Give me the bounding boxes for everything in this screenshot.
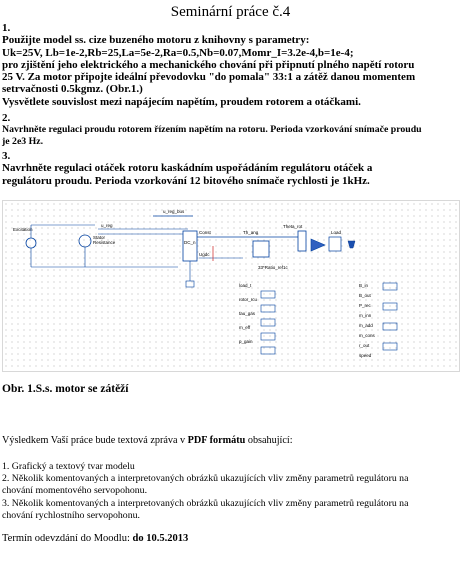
label-dc-motor: DC_n: [184, 240, 196, 245]
task-3-number: 3.: [2, 150, 11, 162]
list-item-continuation: chování rychlostního servopohonu.: [2, 509, 140, 521]
deadline-date: do 10.5.2013: [132, 533, 189, 544]
measure-block: [261, 347, 275, 354]
sensor-block: [253, 241, 269, 257]
measure-block: [261, 333, 275, 340]
task-2-line: je 2e3 Hz.: [2, 135, 44, 147]
dc-source-icon: [79, 235, 91, 247]
task-2-line: Navrhněte regulaci proudu rotorem řízením napětím na rotoru. Perioda vzorkování snímače proudu: [2, 124, 422, 136]
list-item-continuation: chování momentového servopohonu.: [2, 485, 148, 497]
measure-block: [261, 305, 275, 312]
task-3: [2, 150, 458, 187]
diagram-canvas: [3, 201, 459, 371]
list-item: 1. Grafický a textový tvar modelu: [2, 461, 135, 472]
task-1-line: 25 V. Za motor připojte ideální převodovku "do pomala" 33:1 a zátěž danou momentem: [2, 71, 416, 84]
measure-block: [383, 323, 397, 330]
label-m-add: m_add: [359, 323, 373, 328]
task-1-line: pro zjištění jeho elektrického a mechanického chování při připnutí plného napětí rotoru: [2, 58, 415, 71]
dc-motor-block: [183, 231, 197, 261]
task-1-line: setrvačnosti 0.5kgmz. (Obr.1.): [2, 83, 143, 96]
deadline-prefix: Termín odevzdání do Moodlu:: [2, 533, 133, 544]
measure-block: [383, 343, 397, 350]
report-format: PDF formátu: [187, 435, 246, 446]
task-1-line: Vysvětlete souvislost mezi napájecím napětím, proudem rotorem a otáčkami.: [2, 95, 361, 108]
task-1-number: 1.: [2, 22, 11, 34]
label-speed: speed: [359, 353, 372, 358]
gearbox-icon: [311, 239, 325, 251]
report-sentence: [2, 435, 454, 447]
task-2-number: 2.: [2, 112, 11, 124]
label-u-reg: u_reg: [101, 223, 113, 228]
label-r-out: r_out: [359, 343, 370, 348]
measure-block: [383, 303, 397, 310]
label-b-out: B_out: [359, 293, 371, 298]
list-item: 2. Několik komentovaných a interpretovaných obrázků ukazujících vliv změny parametrů regulátoru na: [2, 473, 409, 485]
motor-model-diagram: [2, 200, 460, 372]
label-m-inn: m_inn: [359, 313, 372, 318]
measure-block: [261, 319, 275, 326]
load-icon: [348, 241, 355, 248]
label-b-in: B_in: [359, 283, 369, 288]
figure-caption: Obr. 1.S.s. motor se zátěží: [2, 383, 129, 395]
report-contents-list: [2, 461, 454, 522]
task-1-line: Použijte model ss. cize buzeného motoru z knihovny s parametry:: [2, 34, 310, 47]
label-p-gain: p_gain: [239, 339, 253, 344]
label-tau-gas: tau_gas: [239, 311, 256, 316]
label-ug: Ugdc: [199, 252, 210, 257]
measure-block: [383, 283, 397, 290]
label-load: Load: [331, 230, 342, 235]
label-m-cons: m_cons: [359, 333, 375, 338]
label-excitation: Excitation: [13, 227, 33, 232]
task-2: [2, 112, 458, 147]
label-m-eff: m_eff: [239, 325, 251, 330]
label-stator: Stator: [93, 235, 106, 240]
label-u-reg-bus: u_reg_bus: [163, 209, 185, 214]
task-1-line: Uk=25V, Lb=1e-2,Rb=25,La=5e-2,Ra=0.5,Nb=0.07,Momr_I=3.2e-4,b=1e-4;: [2, 46, 354, 59]
label-r-rcu: rotor_rcu: [239, 297, 258, 302]
gear-block: [298, 231, 306, 251]
measure-block: [261, 291, 275, 298]
label-ratio: 33*Ratio_ref1c: [258, 265, 288, 270]
deadline: [2, 533, 188, 544]
document-title: Seminární práce č.4: [170, 4, 291, 20]
label-resistance: Resistance: [93, 240, 116, 245]
ground-block: [186, 281, 194, 287]
task-3-line: Navrhněte regulaci otáček rotoru kaskádním uspořádáním regulátoru otáček a: [2, 162, 373, 175]
task-1: [2, 22, 458, 108]
label-theta: Th_ang: [243, 230, 259, 235]
label-gear: Theta_rot: [283, 224, 303, 229]
voltage-source-icon: [26, 238, 36, 248]
label-p-rec: P_rec: [359, 303, 371, 308]
label-const: Const: [199, 230, 211, 235]
report-prefix: Výsledkem Vaší práce bude textová zpráva v: [2, 435, 188, 446]
label-load-torque: load_t: [239, 283, 252, 288]
report-suffix: obsahující:: [245, 435, 293, 446]
list-item: 3. Několik komentovaných a interpretovaných obrázků ukazujících vliv změny parametrů regulátoru na: [2, 497, 409, 509]
inertia-block: [329, 237, 341, 251]
task-3-line: regulátoru proudu. Perioda vzorkování 12 bitového snímače rychlosti je 1kHz.: [2, 174, 370, 187]
